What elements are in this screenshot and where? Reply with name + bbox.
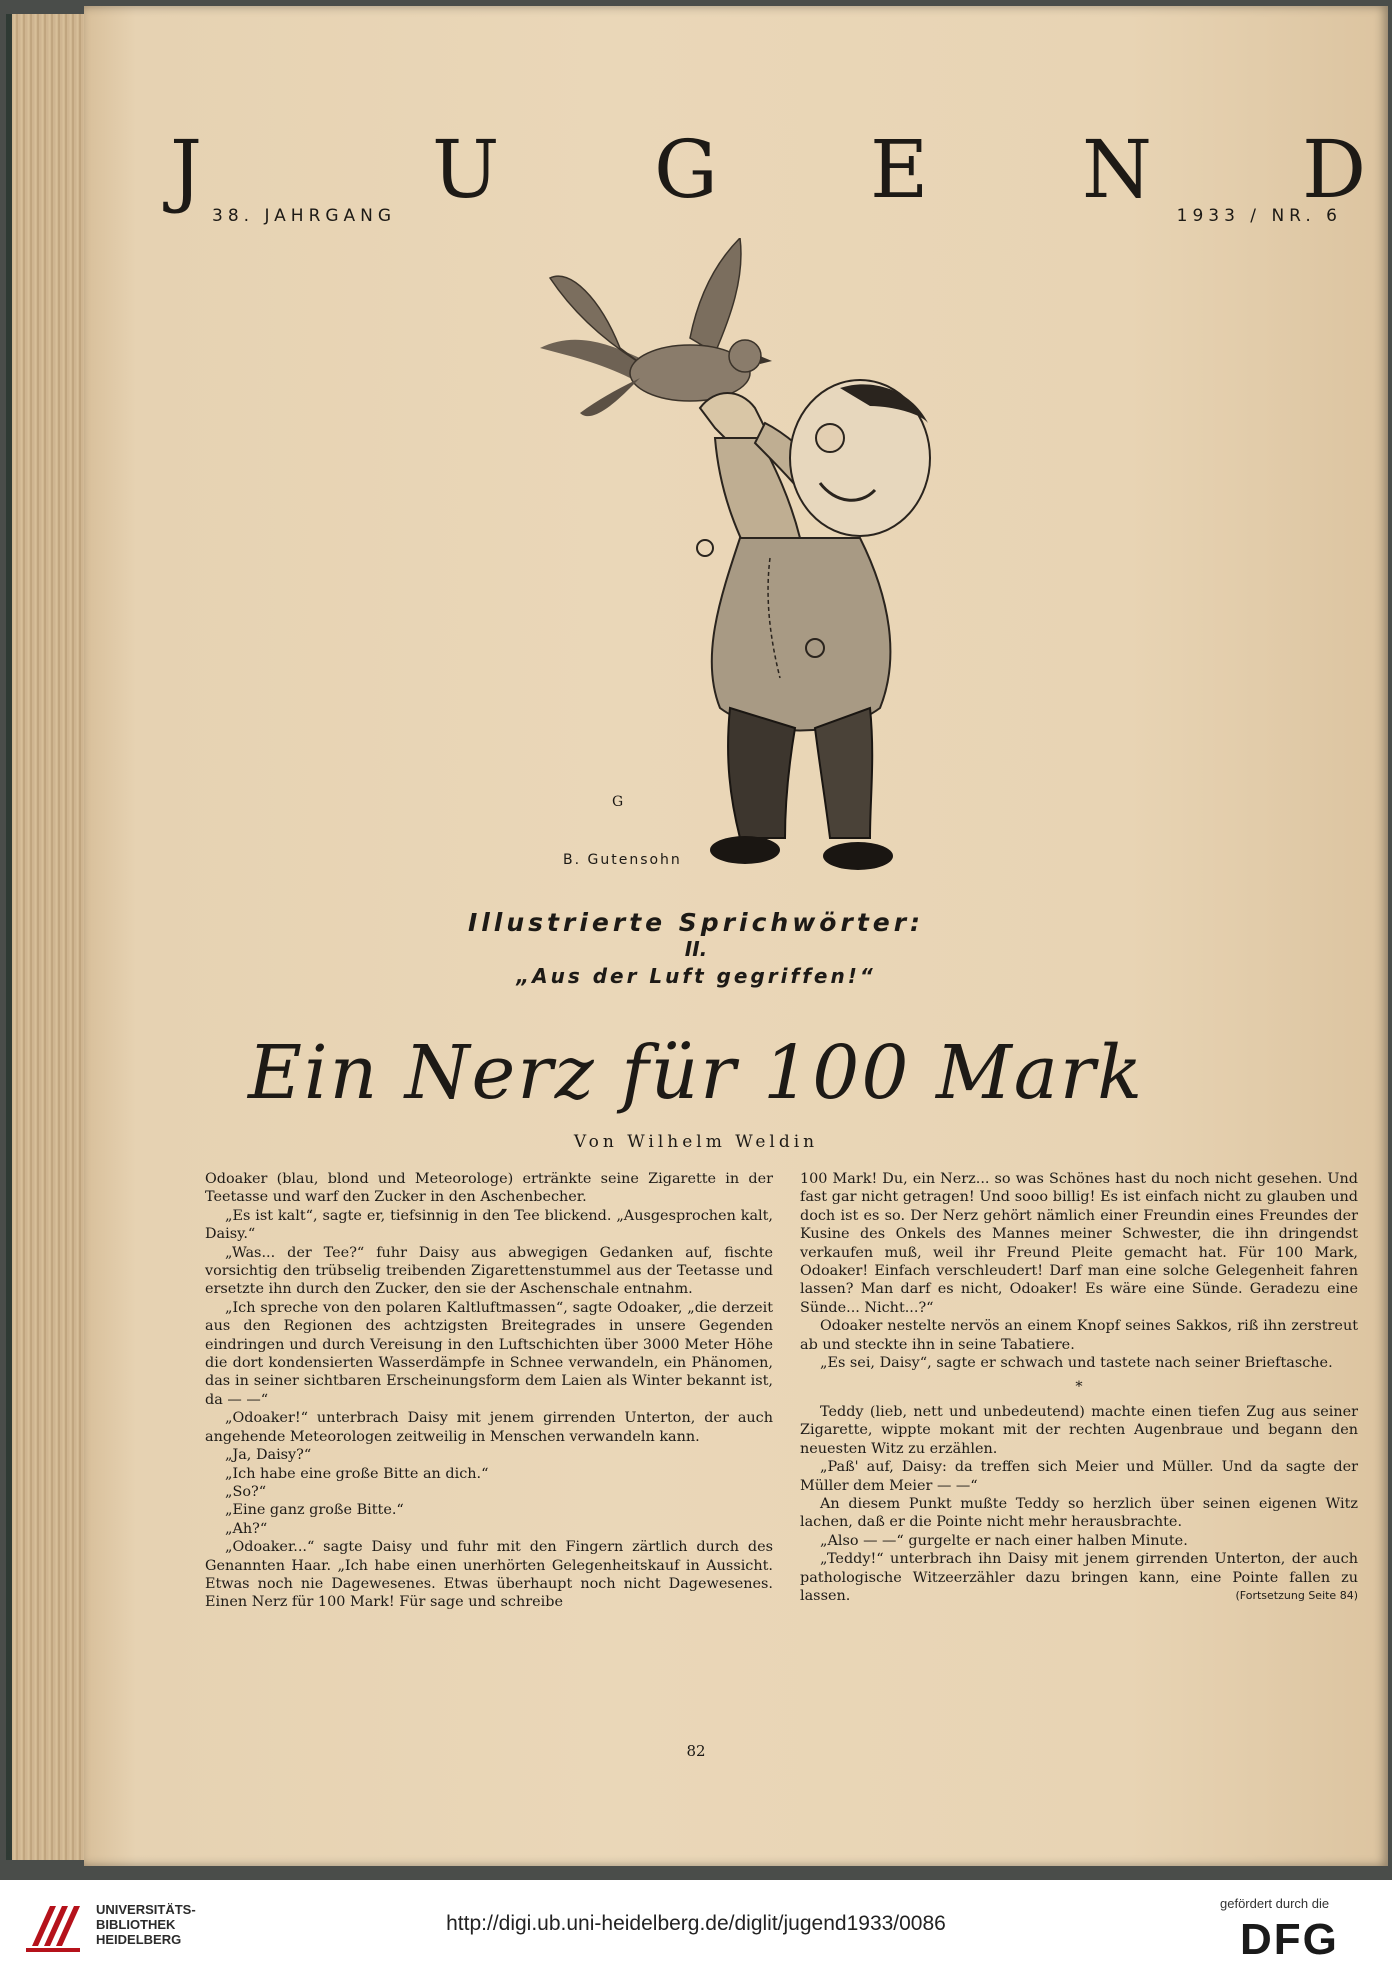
- story-title: Ein Nerz für 100 Mark: [247, 1030, 1145, 1116]
- artist-credit: B. Gutensohn: [563, 852, 682, 868]
- paragraph: „Also — —“ gurgelte er nach einer halben Minute.: [820, 1532, 1188, 1549]
- paragraph: [800, 1550, 1358, 1605]
- paragraph: „Ah?“: [225, 1520, 268, 1537]
- caption-proverb: „Aus der Luft gegriffen!“: [516, 964, 876, 988]
- masthead-letter: N: [1082, 123, 1154, 216]
- paragraph: „Odoaker...“ sagte Daisy und fuhr mit den Fingern zärtlich durch des Genannten Haar. „Ich habe einen unerhörten Gelegenheitskauf in Aussicht. Etwas noch nie Dagewesenes. Etwas überhaupt noch nicht Dagewesenes. Einen Nerz für 100 Mark! Für sage und schreibe: [205, 1539, 773, 1611]
- library-name-line: HEIDELBERG: [96, 1932, 182, 1947]
- paragraph: 100 Mark! Du, ein Nerz... so was Schönes hast du noch nicht gesehen. Und fast gar nicht getragen! Und sooo billig! Es ist einfach nicht zu glauben und doch ist es so. Der Nerz gehört nämlich einer Freundin eines Freundes der Kusine des Onkels des Mannes meiner Schwester, die ihn dringendst verkaufen muß, weil ihr Freund Pleite gemacht hat. Für 100 Mark, Odoaker! Einfach verschleudert! Darf man eine solche Gelegenheit fahren lassen? Man darf es nicht, Odoaker! Es wäre eine Sünde. Geradezu eine Sünde... Nicht...?“: [800, 1171, 1358, 1316]
- issue-number: 1933 / NR. 6: [1176, 206, 1342, 226]
- artist-signature: G: [612, 794, 624, 810]
- page-number: 82: [686, 1742, 706, 1760]
- continuation-note: (Fortsetzung Seite 84): [1235, 1588, 1358, 1602]
- paragraph: „Paß' auf, Daisy: da treffen sich Meier und Müller. Und da sagte der Müller dem Meier — —“: [800, 1459, 1358, 1494]
- man-figure: [697, 380, 930, 870]
- section-separator: *: [1075, 1379, 1083, 1396]
- paragraph: „Es ist kalt“, sagte er, tiefsinnig in den Tee blickend. „Ausgesprochen kalt, Daisy.“: [205, 1207, 773, 1243]
- paragraph: „Ja, Daisy?“: [225, 1447, 312, 1464]
- paragraph: „Ich spreche von den polaren Kaltluftmassen“, sagte Odoaker, „die derzeit aus den Regionen des achtzigsten Breitegrades in unsere Gegenden eindringen und durch Vereisung in den Luftschichten über 3000 Meter Höhe die dort kondensierten Wasserdämpfe in Schnee verwandeln, ein Phänomen, das in seiner sichtbaren Erscheinungsform dem Laien als Winter bekannt ist, da — —“: [205, 1299, 773, 1408]
- illustration-man-with-dove: [540, 238, 1010, 878]
- dfg-logo[interactable]: DFG: [1240, 1915, 1339, 1964]
- masthead-letter: U: [432, 123, 502, 216]
- funding-label: gefördert durch die: [1220, 1896, 1330, 1911]
- library-name-line: BIBLIOTHEK: [96, 1917, 176, 1932]
- paragraph: „Eine ganz große Bitte.“: [225, 1502, 404, 1519]
- footer-bar: [0, 1880, 1392, 1974]
- paragraph: „So?“: [225, 1483, 267, 1500]
- masthead-letter: E: [870, 123, 931, 216]
- text-column-right: [800, 1170, 1358, 1605]
- dove-icon: [540, 238, 772, 416]
- masthead-letter: D: [1302, 123, 1369, 216]
- paragraph: Odoaker (blau, blond und Meteorologe) ertränkte seine Zigarette in der Teetasse und warf den Zucker in den Aschenbecher.: [205, 1171, 773, 1206]
- caption-number: II.: [684, 937, 708, 961]
- document-url-link[interactable]: http://digi.ub.uni-heidelberg.de/diglit/jugend1933/0086: [446, 1912, 946, 1935]
- paragraph: „Was... der Tee?“ fuhr Daisy aus abwegigen Gedanken auf, fischte vorsichtig den trübselig treibenden Zigarettenstummel aus der Teetasse und ersetzte ihn durch den Zucker, den sie der Aschenschale entnahm.: [205, 1244, 773, 1298]
- paragraph: Teddy (lieb, nett und unbedeutend) machte einen tiefen Zug aus seiner Zigarette, wippte mokant mit der rechten Augenbraue und begann den neuesten Witz zu erzählen.: [800, 1403, 1358, 1457]
- paragraph: „Es sei, Daisy“, sagte er schwach und tastete nach seiner Brieftasche.: [820, 1355, 1333, 1372]
- issue-line: [212, 206, 1342, 234]
- paragraph-text: „Teddy!“ unterbrach ihn Daisy mit jenem girrenden Unterton, der auch pathologische Witzeerzähler dazu bringen kann, eine Pointe fallen zu lassen.: [800, 1551, 1358, 1604]
- text-column-left: [205, 1170, 773, 1612]
- paragraph: Odoaker nestelte nervös an einem Knopf seines Sakkos, riß ihn zerstreut ab und steckte ihn in seine Tabatiere.: [800, 1318, 1358, 1353]
- paragraph: „Ich habe eine große Bitte an dich.“: [225, 1465, 489, 1482]
- caption-title: Illustrierte Sprichwörter:: [467, 908, 925, 937]
- jahrgang-label: 38. JAHRGANG: [212, 206, 397, 226]
- masthead-letter: J: [170, 123, 205, 216]
- library-name-line: UNIVERSITÄTS-: [96, 1902, 196, 1917]
- masthead-letter: G: [654, 123, 720, 216]
- paragraph: „Odoaker!“ unterbrach Daisy mit jenem girrenden Unterton, der auch angehende Meteorologen zeitweilig in Menschen verwandeln kann.: [205, 1410, 773, 1445]
- paragraph: An diesem Punkt mußte Teddy so herzlich über seinen eigenen Witz lachen, daß er die Pointe nicht mehr herausbrachte.: [800, 1495, 1358, 1531]
- story-author: Von Wilhelm Weldin: [573, 1132, 819, 1152]
